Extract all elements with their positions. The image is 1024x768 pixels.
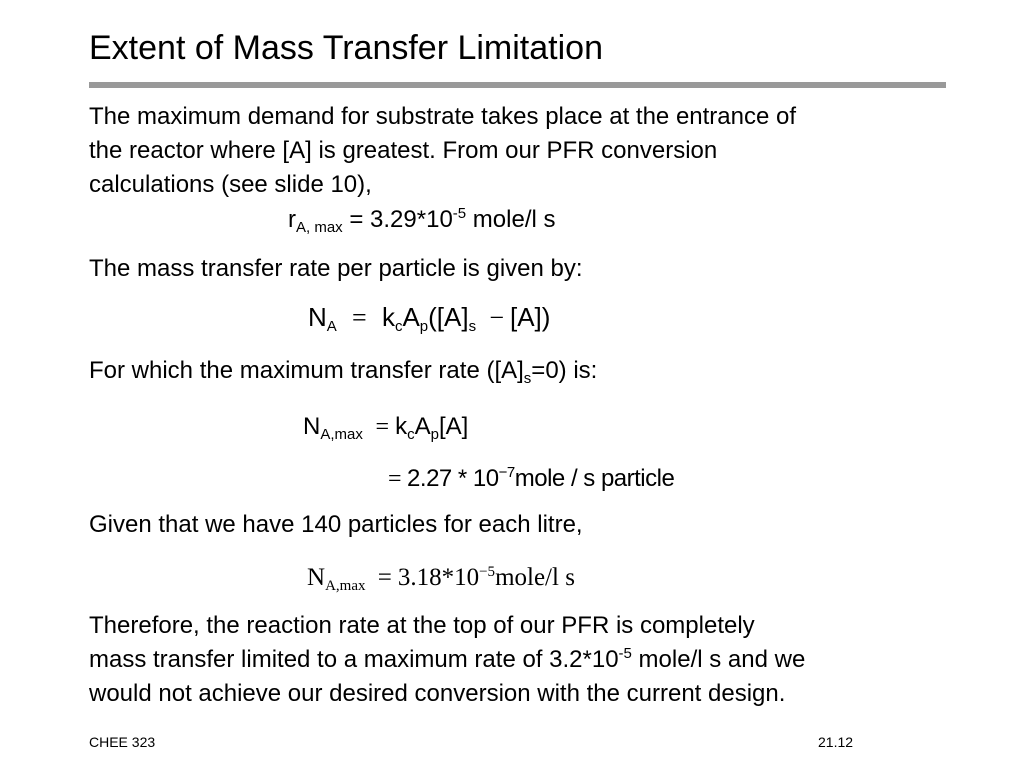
transfer-s-subscript: s [468, 318, 477, 335]
paragraph-5-line-1: Therefore, the reaction rate at the top of our PFR is completely [89, 612, 755, 639]
max-k: k [395, 413, 408, 440]
transfer-close: [A]) [509, 302, 551, 332]
transfer-k-subscript: c [394, 318, 403, 335]
paragraph-1-line-2: the reactor where [A] is greatest. From our PFR conversion [89, 137, 718, 164]
paragraph-3-tail: =0) is: [531, 357, 598, 384]
paragraph-5-line-2 [89, 643, 805, 677]
max-equals: = [375, 414, 390, 440]
equation-max-rate [288, 205, 556, 235]
value-equals: = [388, 466, 402, 492]
transfer-A: A [402, 302, 420, 332]
transfer-k: k [381, 302, 395, 332]
litre-equals: = [377, 564, 392, 591]
footer-slide-number: 21.12 [818, 734, 854, 750]
paragraph-3-text: For which the maximum transfer rate ([A] [89, 357, 524, 384]
footer-course: CHEE 323 [89, 734, 156, 750]
max-A: A [414, 413, 431, 440]
rate-symbol: r [288, 206, 296, 233]
rate-subscript: A, max [296, 219, 343, 236]
transfer-minus: − [489, 303, 504, 332]
equation-transfer-rate [308, 302, 550, 333]
transfer-equals: = [352, 303, 367, 332]
transfer-open: ([A] [428, 302, 469, 332]
max-tail: [A] [438, 413, 469, 440]
rate-value: = 3.29*10 [342, 206, 453, 233]
slide-title: Extent of Mass Transfer Limitation [89, 29, 603, 67]
paragraph-2: The mass transfer rate per particle is given by: [89, 255, 583, 282]
litre-units: mole/l s [495, 564, 575, 591]
equation-max-value [388, 464, 674, 494]
paragraph-5-line-3: would not achieve our desired conversion with the current design. [89, 680, 786, 707]
value-units: mole / s particle [514, 465, 675, 492]
rate-exponent: -5 [452, 205, 467, 222]
litre-exponent: −5 [479, 564, 496, 580]
paragraph-1-line-1: The maximum demand for substrate takes place at the entrance of [89, 103, 797, 130]
paragraph-5-line-2-text: mass transfer limited to a maximum rate of 3.2*10 [89, 646, 619, 673]
transfer-A-subscript: p [419, 318, 429, 335]
paragraph-5-line-2-tail: mole/l s and we [631, 646, 806, 673]
litre-N: N [307, 564, 326, 591]
paragraph-1-line-3: calculations (see slide 10), [89, 171, 372, 198]
title-divider [89, 82, 946, 88]
max-A-subscript: p [430, 426, 439, 443]
equation-max-transfer [303, 412, 468, 442]
paragraph-4: Given that we have 140 particles for each litre, [89, 511, 583, 538]
max-N: N [303, 413, 321, 440]
litre-N-subscript: A,max [325, 578, 366, 594]
paragraph-5-exponent: -5 [618, 645, 632, 662]
value-exponent: −7 [498, 464, 515, 481]
equation-litre-rate [307, 563, 575, 593]
transfer-N: N [308, 302, 327, 332]
rate-units: mole/l s [466, 206, 556, 233]
value-number: 2.27 * 10 [407, 465, 499, 492]
max-k-subscript: c [407, 426, 415, 443]
transfer-N-subscript: A [326, 318, 337, 335]
litre-number: 3.18*10 [397, 564, 480, 591]
paragraph-3 [89, 354, 597, 388]
paragraph-3-subscript: s [523, 370, 532, 387]
max-N-subscript: A,max [320, 426, 363, 443]
